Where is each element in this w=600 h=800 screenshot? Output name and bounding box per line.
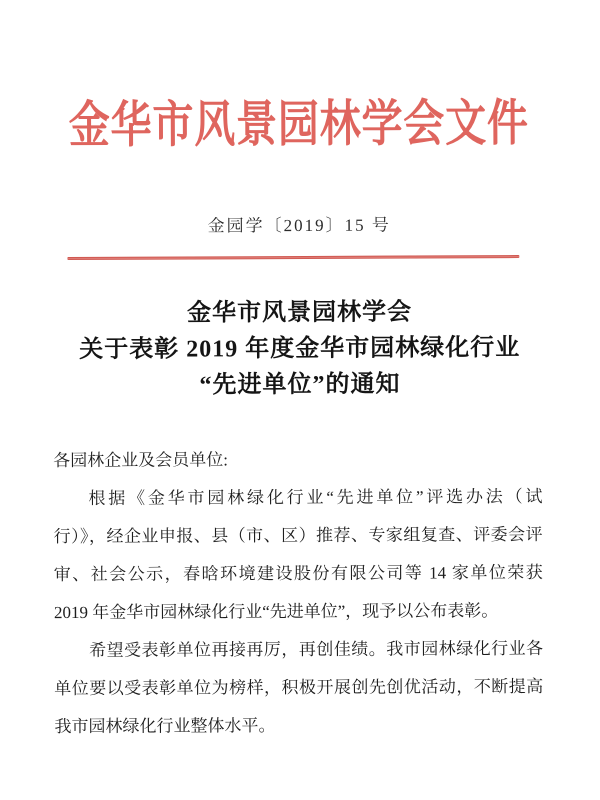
notice-title-line-2: 关于表彰 2019 年度金华市园林绿化行业 [79, 335, 521, 363]
paragraph-1-line-3: 审、社会公示，春晗环境建设股份有限公司等 14 家单位荣获 [53, 562, 543, 585]
paragraph-2-line-1: 希望受表彰单位再接再厉，再创佳绩。我市园林绿化行业各 [89, 638, 544, 660]
notice-title-line-1: 金华市风景园林学会 [187, 299, 413, 327]
paragraph-2-line-2: 单位要以受表彰单位为榜样，积极开展创先创优活动，不断提高 [54, 676, 544, 699]
document-header-title: 金华市风景园林学会文件 [68, 94, 529, 154]
red-divider-line [67, 255, 519, 260]
paragraph-2-line-3: 我市园林绿化行业整体水平。 [54, 716, 276, 737]
salutation: 各园林企业及会员单位: [53, 450, 229, 471]
document-number: 金园学〔2019〕15 号 [207, 215, 391, 236]
paragraph-1-line-2: 行）》，经企业申报、县（市、区）推荐、专家组复查、评委会评 [53, 524, 543, 547]
notice-title-line-3: “先进单位”的通知 [199, 371, 401, 399]
paragraph-1-line-1: 根据《金华市园林绿化行业“先进单位”评选办法（试 [88, 486, 543, 508]
notice-title [30, 294, 570, 404]
document-body [53, 440, 543, 746]
paragraph-1-line-4: 2019 年金华市园林绿化行业“先进单位”，现予以公布表彰。 [53, 601, 499, 623]
